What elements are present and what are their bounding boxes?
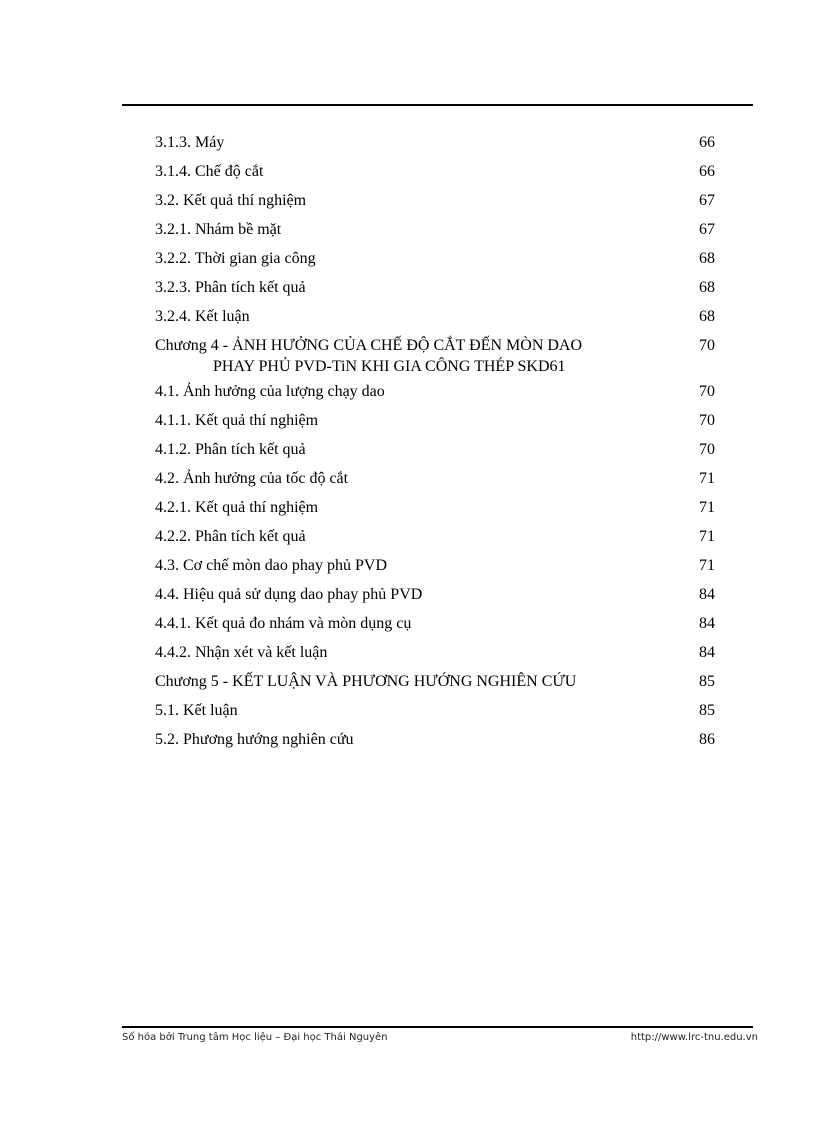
toc-entry-page: 70 [699,337,715,354]
toc-entry-page: 71 [699,557,715,574]
toc-entry [155,700,715,729]
toc-entry [155,132,715,161]
toc-chapter-title: Chương 5 - KẾT LUẬN VÀ PHƯƠNG HƯỚNG NGHIÊN CỨU [155,673,577,690]
toc-entry [155,468,715,497]
footer-url: http://www.lrc-tnu.edu.vn [630,1032,758,1043]
toc-entry-title: 3.2.3. Phân tích kết quả [155,279,306,296]
footer-divider [122,1026,753,1028]
toc-chapter-entry [155,335,715,381]
toc-entry [155,190,715,219]
toc-entry-title: 4.2. Ảnh hưởng của tốc độ cắt [155,470,349,487]
toc-entry-page: 70 [699,412,715,429]
toc-entry-page: 71 [699,470,715,487]
toc-entry [155,439,715,468]
toc-entry-title: 4.1.2. Phân tích kết quả [155,441,306,458]
page-footer [122,1032,758,1043]
toc-entry-title: 3.2.4. Kết luận [155,308,250,325]
table-of-contents [155,132,715,758]
toc-entry-page: 70 [699,383,715,400]
toc-entry-title: 4.3. Cơ chế mòn dao phay phủ PVD [155,557,387,574]
toc-entry-page: 66 [699,163,715,180]
toc-entry-page: 68 [699,308,715,325]
toc-entry-title: 3.1.4. Chế độ cắt [155,163,264,180]
toc-entry [155,161,715,190]
toc-entry-page: 84 [699,644,715,661]
toc-entry [155,526,715,555]
toc-entry-page: 84 [699,615,715,632]
toc-entry [155,219,715,248]
toc-entry [155,248,715,277]
toc-entry-title: 3.2.2. Thời gian gia công [155,250,316,267]
toc-entry-page: 86 [699,731,715,748]
footer-credit: Số hóa bởi Trung tâm Học liệu – Đại học Thái Nguyên [122,1032,388,1043]
header-divider [122,104,753,106]
toc-chapter-title-line2: PHAY PHỦ PVD-TiN KHI GIA CÔNG THÉP SKD61 [213,358,566,375]
toc-entry-page: 85 [699,702,715,719]
toc-chapter-entry [155,671,715,700]
toc-entry-page: 68 [699,279,715,296]
toc-entry [155,642,715,671]
toc-entry-page: 66 [699,134,715,151]
toc-entry-title: 3.2. Kết quả thí nghiệm [155,192,307,209]
toc-entry [155,613,715,642]
toc-entry-page: 70 [699,441,715,458]
toc-entry-page: 67 [699,192,715,209]
toc-entry-page: 84 [699,586,715,603]
toc-entry-page: 68 [699,250,715,267]
toc-entry-page: 85 [699,673,715,690]
toc-entry-title: 4.4.1. Kết quả đo nhám và mòn dụng cụ [155,615,412,632]
toc-entry-page: 71 [699,499,715,516]
toc-entry [155,497,715,526]
toc-entry-title: 5.1. Kết luận [155,702,238,719]
toc-entry [155,306,715,335]
toc-entry-title: 4.2.1. Kết quả thí nghiệm [155,499,319,516]
toc-entry-title: 4.2.2. Phân tích kết quả [155,528,306,545]
toc-entry-title: 3.2.1. Nhám bề mặt [155,221,282,238]
toc-entry-title: 4.1. Ảnh hưởng của lượng chạy dao [155,383,385,400]
toc-entry [155,729,715,758]
toc-entry-page: 67 [699,221,715,238]
toc-entry-title: 5.2. Phương hướng nghiên cứu [155,731,354,748]
toc-entry-title: 4.1.1. Kết quả thí nghiệm [155,412,319,429]
toc-entry [155,277,715,306]
toc-chapter-title-line1: Chương 4 - ẢNH HƯỞNG CỦA CHẾ ĐỘ CẮT ĐẾN MÒN DAO [155,337,583,354]
toc-entry [155,555,715,584]
toc-entry-title: 3.1.3. Máy [155,134,225,151]
toc-entry-title: 4.4.2. Nhận xét và kết luận [155,644,328,661]
toc-chapter-title [155,335,685,377]
toc-entry-title: 4.4. Hiệu quả sử dụng dao phay phủ PVD [155,586,423,603]
toc-entry-page: 71 [699,528,715,545]
toc-entry [155,381,715,410]
toc-entry [155,584,715,613]
toc-entry [155,410,715,439]
